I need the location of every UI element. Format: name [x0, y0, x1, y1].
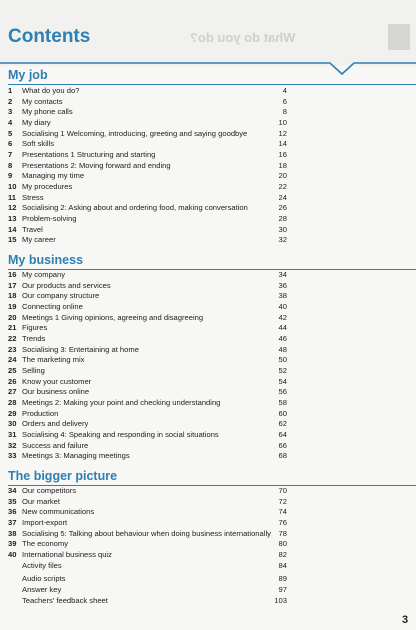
toc-entry	[0, 419, 416, 430]
unit-number: 29	[8, 408, 17, 418]
toc-entry	[0, 171, 416, 182]
unit-title: Soft skills	[22, 139, 55, 149]
unit-number: 8	[8, 160, 13, 170]
unit-number: 12	[8, 203, 17, 213]
toc-entry	[0, 398, 416, 409]
page-title: Contents	[8, 26, 91, 47]
section-list-my-business	[0, 270, 416, 462]
unit-number: 17	[8, 280, 17, 290]
toc-entry	[0, 193, 416, 204]
page-ref: 76	[278, 518, 287, 528]
unit-number: 19	[8, 302, 17, 312]
unit-number: 3	[8, 107, 13, 117]
unit-title: Socialising 2: Asking about and ordering food, making conversation	[22, 203, 248, 213]
page-ref: 24	[278, 192, 287, 202]
page-ref: 12	[278, 128, 287, 138]
toc-entry	[0, 486, 416, 497]
unit-number: 28	[8, 398, 17, 408]
page-ref: 14	[278, 139, 287, 149]
unit-number: 32	[8, 440, 17, 450]
toc-entry	[0, 161, 416, 172]
unit-title: Presentations 2: Moving forward and ending	[22, 160, 171, 170]
toc-entry	[0, 225, 416, 236]
toc-entry	[0, 345, 416, 356]
unit-number: 18	[8, 291, 17, 301]
unit-title: Problem-solving	[22, 214, 77, 224]
unit-number: 5	[8, 128, 13, 138]
toc-entry	[0, 539, 416, 550]
toc-entry	[0, 366, 416, 377]
unit-number: 38	[8, 528, 17, 538]
toc-entry	[0, 507, 416, 518]
toc-entry	[0, 203, 416, 214]
unit-number: 6	[8, 139, 13, 149]
page-ref: 48	[278, 344, 287, 354]
unit-title: Orders and delivery	[22, 419, 89, 429]
unit-title: Audio scripts	[22, 574, 66, 584]
page-ref: 80	[278, 539, 287, 549]
unit-number: 9	[8, 171, 13, 181]
toc-entry	[0, 497, 416, 508]
page-ref: 103	[274, 595, 287, 605]
unit-title: Success and failure	[22, 440, 89, 450]
toc-entry	[0, 129, 416, 140]
page-ref: 89	[278, 574, 287, 584]
toc-entry	[0, 334, 416, 345]
unit-number: 1	[8, 86, 13, 95]
unit-number: 25	[8, 366, 17, 376]
page-ref: 78	[278, 528, 287, 538]
toc-entry	[0, 355, 416, 366]
unit-title: Presentations 1 Structuring and starting	[22, 150, 156, 160]
page-ref: 42	[278, 312, 287, 322]
unit-title: Travel	[22, 224, 43, 234]
unit-title: Meetings 3: Managing meetings	[22, 451, 130, 461]
page-ref: 44	[278, 323, 287, 333]
unit-title: My company	[22, 270, 66, 279]
unit-number: 27	[8, 387, 17, 397]
unit-number: 26	[8, 376, 17, 386]
unit-title: Socialising 3: Entertaining at home	[22, 344, 139, 354]
unit-number: 24	[8, 355, 17, 365]
page-ref: 18	[278, 160, 287, 170]
unit-number: 34	[8, 486, 17, 495]
page-ref: 82	[278, 550, 287, 560]
unit-number: 7	[8, 150, 13, 160]
page-ref: 4	[282, 86, 287, 95]
section-title-my-job: My job	[8, 68, 48, 82]
toc-entry	[0, 561, 416, 572]
unit-number: 16	[8, 270, 17, 279]
toc-entry	[0, 97, 416, 108]
unit-number: 15	[8, 235, 17, 245]
unit-title: Our company structure	[22, 291, 100, 301]
page-ref: 28	[278, 214, 287, 224]
page-number: 3	[402, 614, 409, 626]
unit-title: Activity files	[22, 560, 62, 570]
toc-entry	[0, 302, 416, 313]
unit-title: International business quiz	[22, 550, 112, 560]
page-ref: 84	[278, 560, 287, 570]
unit-title: Meetings 1 Giving opinions, agreeing and disagreeing	[22, 312, 204, 322]
unit-number: 36	[8, 507, 17, 517]
toc-entry	[0, 182, 416, 193]
toc-entry	[0, 430, 416, 441]
toc-entry	[0, 451, 416, 462]
section-title-my-business: My business	[8, 253, 84, 267]
toc-entry	[0, 313, 416, 324]
unit-title: Import-export	[22, 518, 68, 528]
page-ref: 74	[278, 507, 287, 517]
unit-title: Production	[22, 408, 59, 418]
page-ref: 54	[278, 376, 287, 386]
toc-entry	[0, 574, 416, 585]
page-ref: 60	[278, 408, 287, 418]
page-ref: 40	[278, 302, 287, 312]
page-ref: 70	[278, 486, 287, 495]
unit-title: Figures	[22, 323, 48, 333]
unit-number: 14	[8, 224, 17, 234]
page-ref: 8	[282, 107, 287, 117]
unit-title: My phone calls	[22, 107, 73, 117]
unit-title: Socialising 5: Talking about behaviour when doing business internationally	[22, 528, 271, 538]
page-ref: 16	[278, 150, 287, 160]
unit-title: Managing my time	[22, 171, 85, 181]
unit-title: Our business online	[22, 387, 90, 397]
toc-entry	[0, 270, 416, 281]
toc-entry	[0, 139, 416, 150]
unit-number: 37	[8, 518, 17, 528]
unit-title: Trends	[22, 334, 46, 344]
unit-title: Stress	[22, 192, 44, 202]
unit-title: Know your customer	[22, 376, 92, 386]
page-ref: 58	[278, 398, 287, 408]
unit-number: 21	[8, 323, 17, 333]
page-ref: 56	[278, 387, 287, 397]
page-ref: 26	[278, 203, 287, 213]
unit-title: My career	[22, 235, 56, 245]
unit-title: Our competitors	[22, 486, 77, 495]
unit-title: Socialising 1 Welcoming, introducing, greeting and saying goodbye	[22, 128, 248, 138]
unit-number: 2	[8, 96, 13, 106]
page-ref: 38	[278, 291, 287, 301]
unit-number: 31	[8, 430, 17, 440]
page-ref: 66	[278, 440, 287, 450]
page-ref: 97	[278, 585, 287, 595]
unit-title: My diary	[22, 118, 51, 128]
unit-title: What do you do?	[22, 86, 80, 95]
unit-title: Our products and services	[22, 280, 111, 290]
unit-title: New communications	[22, 507, 95, 517]
toc-entry	[0, 377, 416, 388]
unit-title: My contacts	[22, 96, 63, 106]
page-ref: 30	[278, 224, 287, 234]
toc-entry	[0, 441, 416, 452]
page-ref: 52	[278, 366, 287, 376]
unit-title: The marketing mix	[22, 355, 85, 365]
toc-entry	[0, 409, 416, 420]
unit-number: 40	[8, 550, 17, 560]
unit-number: 35	[8, 496, 17, 506]
page-ref: 64	[278, 430, 287, 440]
toc-entry	[0, 518, 416, 529]
page-ref: 32	[278, 235, 287, 245]
page-ref: 20	[278, 171, 287, 181]
show-through-badge	[388, 24, 410, 50]
unit-number: 20	[8, 312, 17, 322]
page-ref: 34	[278, 270, 287, 279]
unit-number: 11	[8, 192, 17, 202]
unit-number: 30	[8, 419, 17, 429]
unit-title: Meetings 2: Making your point and checking understanding	[22, 398, 221, 408]
toc-entry	[0, 235, 416, 246]
toc-entry	[0, 323, 416, 334]
toc-entry	[0, 118, 416, 129]
toc-entry	[0, 596, 416, 607]
unit-number: 23	[8, 344, 17, 354]
toc-entry	[0, 150, 416, 161]
page-ref: 10	[278, 118, 287, 128]
page-ref: 22	[278, 182, 287, 192]
page-ref: 68	[278, 451, 287, 461]
page-ref: 36	[278, 280, 287, 290]
toc-entry	[0, 291, 416, 302]
page-ref: 62	[278, 419, 287, 429]
unit-number: 10	[8, 182, 17, 192]
page-ref: 72	[278, 496, 287, 506]
toc-entry	[0, 585, 416, 596]
section-list-bigger-picture	[0, 486, 416, 606]
unit-title: My procedures	[22, 182, 73, 192]
page-ref: 6	[282, 96, 287, 106]
header-rule-with-notch	[0, 62, 416, 76]
toc-entry	[0, 214, 416, 225]
section-list-my-job	[0, 86, 416, 246]
toc-entry	[0, 107, 416, 118]
unit-number: 13	[8, 214, 17, 224]
section-divider	[8, 84, 416, 85]
unit-title: Selling	[22, 366, 45, 376]
unit-title: Teachers' feedback sheet	[22, 595, 108, 605]
unit-number: 39	[8, 539, 17, 549]
toc-entry	[0, 86, 416, 97]
toc-entry	[0, 387, 416, 398]
unit-number: 4	[8, 118, 13, 128]
toc-entry	[0, 529, 416, 540]
show-through-heading: What do you do?	[190, 30, 296, 45]
section-title-bigger-picture: The bigger picture	[8, 469, 118, 483]
unit-title: Connecting online	[22, 302, 83, 312]
unit-title: Socialising 4: Speaking and responding in social situations	[22, 430, 219, 440]
unit-title: Answer key	[22, 585, 62, 595]
page-ref: 50	[278, 355, 287, 365]
toc-entry	[0, 281, 416, 292]
unit-number: 22	[8, 334, 17, 344]
toc-entry	[0, 550, 416, 561]
unit-title: Our market	[22, 496, 60, 506]
page-ref: 46	[278, 334, 287, 344]
unit-number: 33	[8, 451, 17, 461]
unit-title: The economy	[22, 539, 69, 549]
